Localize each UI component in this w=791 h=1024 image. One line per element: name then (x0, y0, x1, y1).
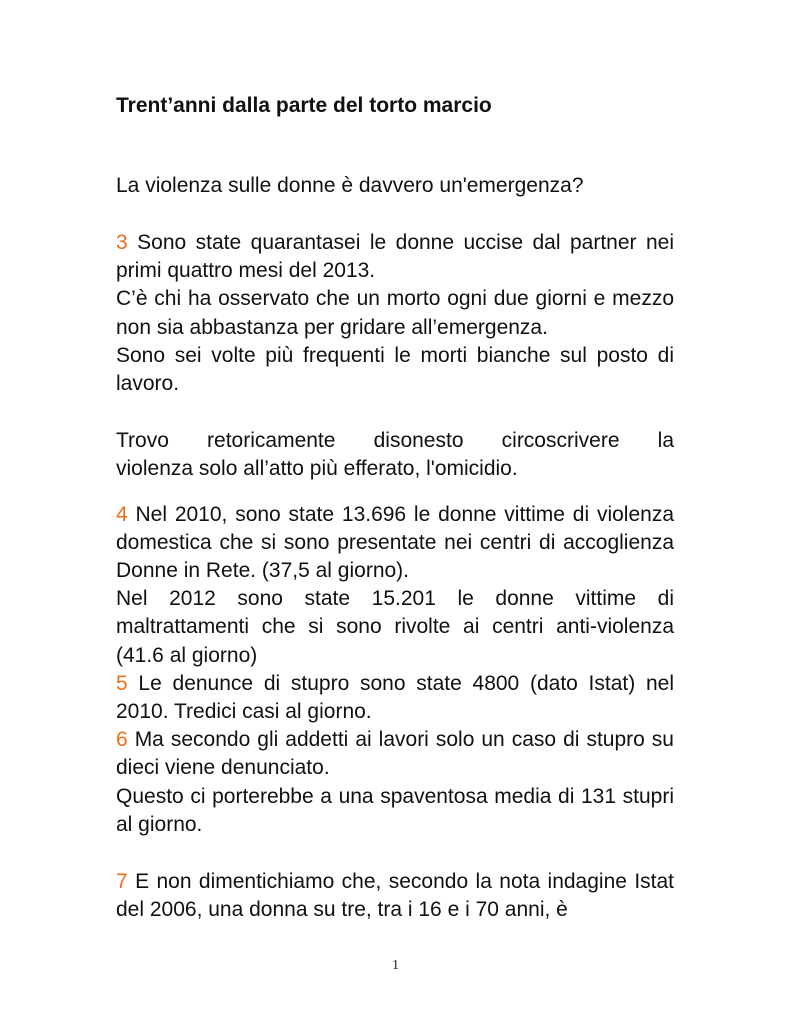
section-7-para-1 (116, 868, 674, 924)
section-trovo (116, 427, 674, 483)
trovo-line-2: violenza solo all’atto più efferato, l'omicidio. (116, 457, 518, 481)
section-number: 4 (116, 502, 128, 526)
section-3-para-2: C’è chi ha osservato che un morto ogni due giorni e mezzo non sia abbastanza per gridare all’emergenza. (116, 287, 674, 339)
section-6-para-2: Questo ci porterebbe a una spaventosa media di 131 stupri al giorno. (116, 784, 674, 836)
section-4 (116, 501, 674, 670)
section-text: E non dimentichiamo che, secondo la nota indagine Istat del 2006, una donna su tre, tra i 16 e i 70 anni, è (116, 870, 674, 922)
trovo-line-1: Trovo retoricamente disonesto circoscrivere la (116, 429, 674, 453)
section-7 (116, 868, 674, 924)
document-title: Trent’anni dalla parte del torto marcio (116, 94, 492, 117)
section-3 (116, 229, 674, 398)
page-number: 1 (392, 958, 399, 973)
document-subtitle: La violenza sulle donne è davvero un'emergenza? (116, 174, 584, 197)
section-number: 5 (116, 671, 128, 695)
section-number: 6 (116, 728, 128, 752)
section-number: 3 (116, 231, 128, 254)
section-text: Nel 2010, sono state 13.696 le donne vittime di violenza domestica che si sono presentate nei centri di accoglienza Donne in Rete. (37,5 al giorno). (116, 502, 674, 583)
section-4-para-1 (116, 501, 674, 586)
section-5-para-1 (116, 670, 674, 726)
section-6 (116, 726, 674, 839)
section-text: Sono state quarantasei le donne uccise dal partner nei primi quattro mesi del 2013. (116, 231, 674, 283)
section-6-para-1 (116, 726, 674, 782)
section-5 (116, 670, 674, 726)
section-3-para-3: Sono sei volte più frequenti le morti bianche sul posto di lavoro. (116, 343, 674, 396)
section-3-para-1 (116, 229, 674, 285)
document-page (116, 92, 674, 924)
section-text: Le denunce di stupro sono state 4800 (dato Istat) nel 2010. Tredici casi al giorno. (116, 671, 674, 724)
section-4-para-2: Nel 2012 sono state 15.201 le donne vittime di maltrattamenti che si sono rivolte ai centri anti-violenza (41.6 al giorno) (116, 587, 674, 667)
section-text: Ma secondo gli addetti ai lavori solo un caso di stupro su dieci viene denunciato. (116, 728, 674, 780)
section-number: 7 (116, 870, 128, 894)
